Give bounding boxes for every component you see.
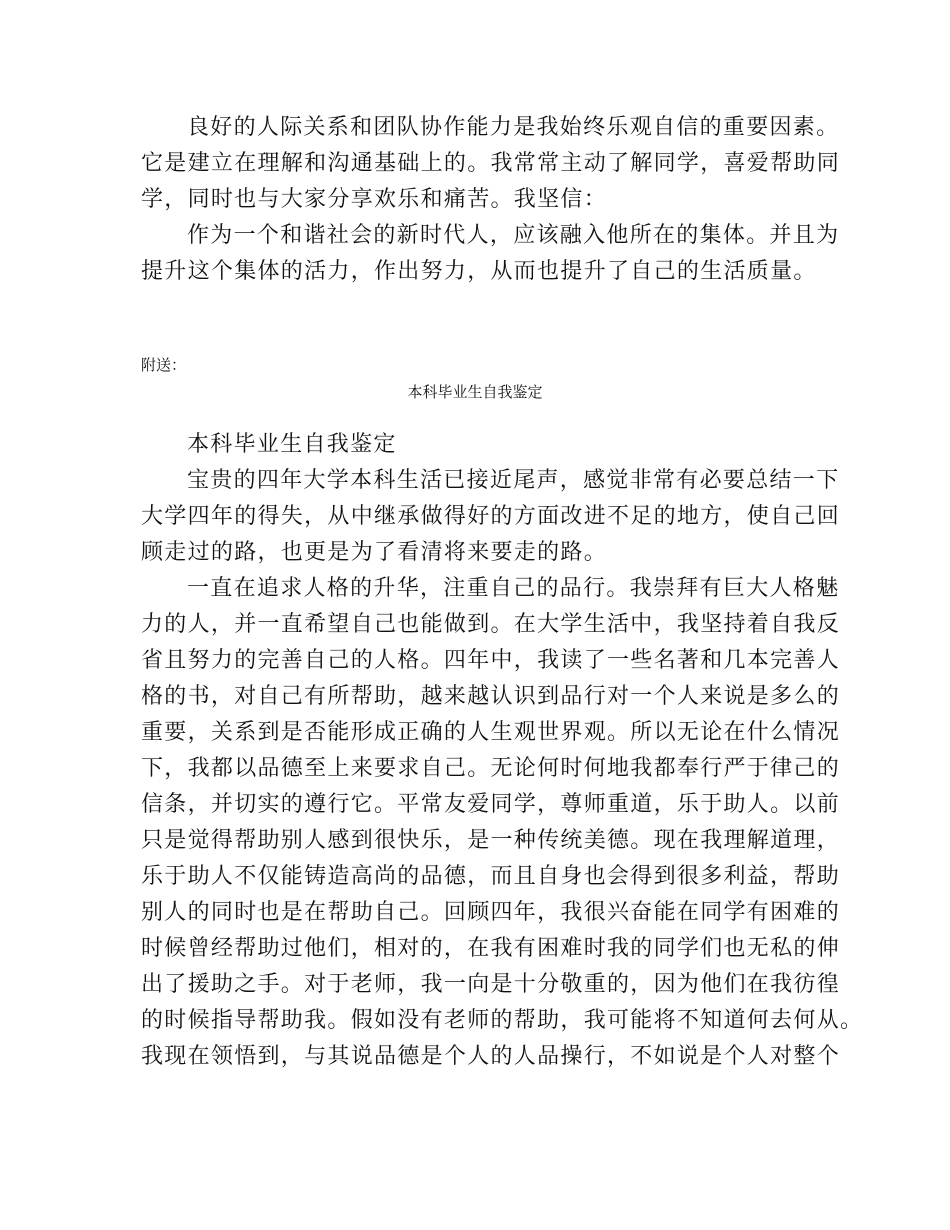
paragraph-line: 学，同时也与大家分享欢乐和痛苦。我坚信： (141, 187, 608, 212)
paragraph-line: 时候曾经帮助过他们，相对的，在我有困难时我的同学们也无私的伸 (141, 936, 841, 961)
self-assessment-section (141, 427, 864, 1075)
paragraph-line: 的时候指导帮助我。假如没有老师的帮助，我可能将不知道何去何从。 (141, 1008, 864, 1033)
paragraph-line: 乐于助人不仅能铸造高尚的品德，而且自身也会得到很多利益，帮助 (141, 864, 841, 889)
paragraph-line: 它是建立在理解和沟通基础上的。我常常主动了解同学，喜爱帮助同 (141, 151, 841, 176)
paragraph-line: 大学四年的得失，从中继承做得好的方面改进不足的地方，使自己回 (141, 504, 841, 529)
paragraph-line: 省且努力的完善自己的人格。四年中，我读了一些名著和几本完善人 (141, 648, 841, 673)
paragraph-line: 只是觉得帮助别人感到很快乐，是一种传统美德。现在我理解道理， (141, 828, 841, 853)
paragraph-line: 别人的同时也是在帮助自己。回顾四年，我很兴奋能在同学有困难的 (141, 900, 841, 925)
paragraph-line: 提升这个集体的活力，作出努力，从而也提升了自己的生活质量。 (141, 259, 817, 284)
paragraph-line: 格的书，对自己有所帮助，越来越认识到品行对一个人来说是多么的 (141, 684, 841, 709)
paragraph-line: 良好的人际关系和团队协作能力是我始终乐观自信的重要因素。 (187, 115, 840, 140)
paragraph-line: 宝贵的四年大学本科生活已接近尾声，感觉非常有必要总结一下 (187, 468, 840, 493)
paragraph-line: 顾走过的路，也更是为了看清将来要走的路。 (141, 540, 608, 565)
paragraph-line: 一直在追求人格的升华，注重自己的品行。我崇拜有巨大人格魅 (187, 576, 840, 601)
paragraph-line: 作为一个和谐社会的新时代人，应该融入他所在的集体。并且为 (187, 223, 840, 248)
section-heading: 本科毕业生自我鉴定 (187, 432, 397, 457)
appendix-title: 本科毕业生自我鉴定 (407, 383, 543, 401)
paragraph-line: 我现在领悟到，与其说品德是个人的人品操行，不如说是个人对整个 (141, 1044, 841, 1069)
paragraph-line: 力的人，并一直希望自己也能做到。在大学生活中，我坚持着自我反 (141, 612, 841, 637)
paragraph-line: 信条，并切实的遵行它。平常友爱同学，尊师重道，乐于助人。以前 (141, 792, 841, 817)
intro-section (141, 110, 841, 290)
paragraph-line: 重要，关系到是否能形成正确的人生观世界观。所以无论在什么情况 (141, 720, 841, 745)
appendix-label: 附送： (141, 356, 187, 374)
paragraph-line: 出了援助之手。对于老师，我一向是十分敬重的，因为他们在我彷徨 (141, 972, 841, 997)
paragraph-line: 下，我都以品德至上来要求自己。无论何时何地我都奉行严于律己的 (141, 756, 841, 781)
